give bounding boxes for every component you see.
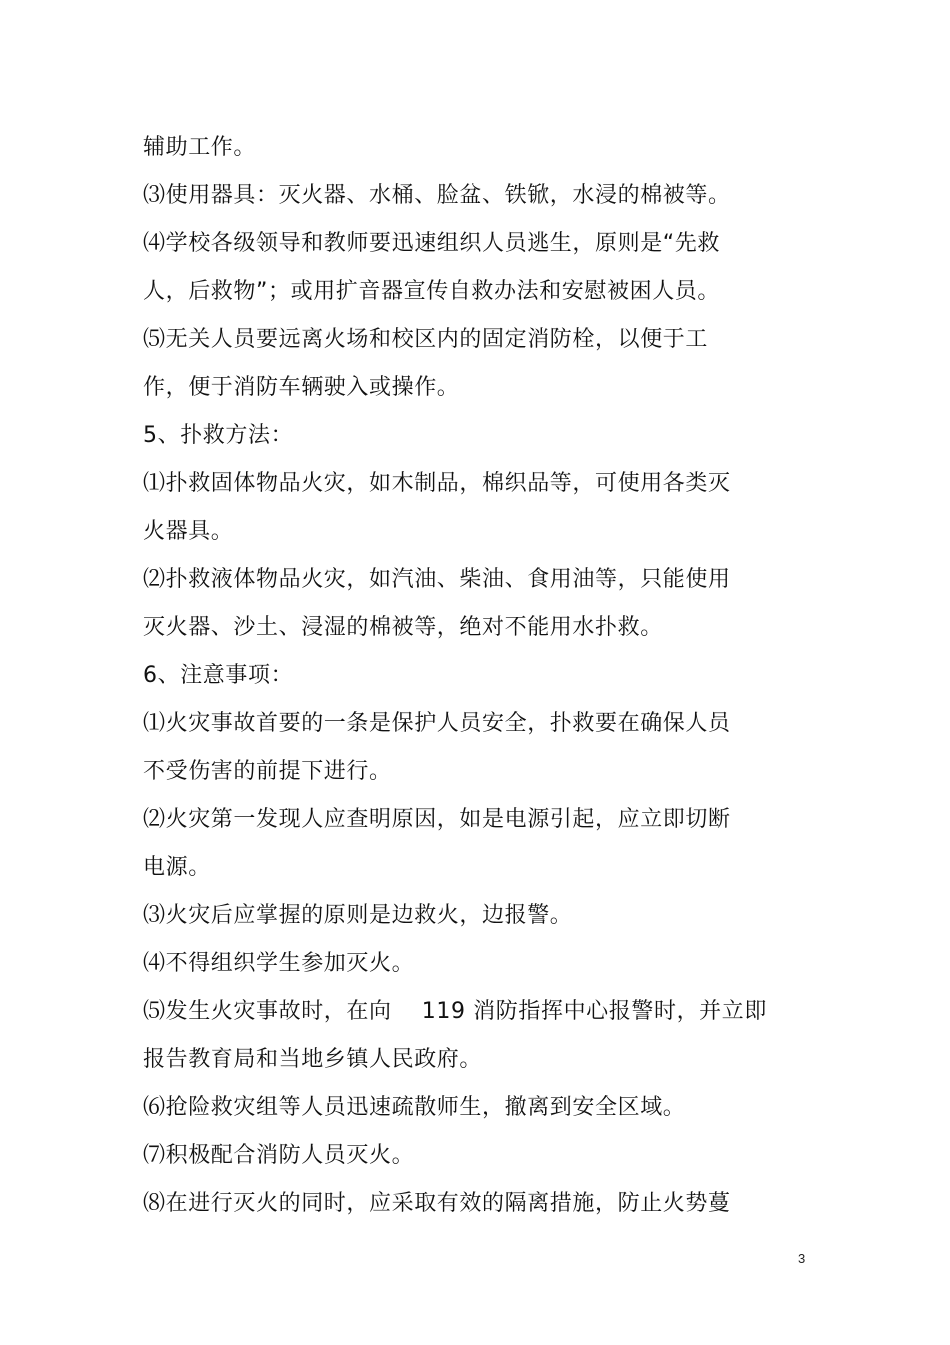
text-line: ⑵扑救液体物品火灾，如汽油、柴油、食用油等，只能使用 <box>143 567 731 592</box>
text-line: ⑷学校各级领导和教师要迅速组织人员逃生，原则是“先救 <box>143 231 720 256</box>
text-line: 人，后救物”；或用扩音器宣传自救办法和安慰被困人员。 <box>143 279 720 304</box>
text-line: 不受伤害的前提下进行。 <box>143 759 392 784</box>
text-line: ⑷不得组织学生参加灭火。 <box>143 951 415 976</box>
text-line: 作，便于消防车辆驶入或操作。 <box>143 375 460 400</box>
text-line: ⑶火灾后应掌握的原则是边救火，边报警。 <box>143 903 573 928</box>
text-line: ⑺积极配合消防人员灭火。 <box>143 1143 415 1168</box>
text-line: ⑸发生火灾事故时，在向 119 消防指挥中心报警时，并立即 <box>143 999 767 1024</box>
text-line: 灭火器、沙土、浸湿的棉被等，绝对不能用水扑救。 <box>143 615 663 640</box>
section-heading: 5、扑救方法： <box>143 423 294 448</box>
text-line: 电源。 <box>143 855 211 880</box>
text-line: ⑶使用器具：灭火器、水桶、脸盆、铁锨，水浸的棉被等。 <box>143 183 731 208</box>
text-line: ⑴扑救固体物品火灾，如木制品，棉织品等，可使用各类灭 <box>143 471 731 496</box>
text-line: 火器具。 <box>143 519 234 544</box>
text-line: ⑵火灾第一发现人应查明原因，如是电源引起，应立即切断 <box>143 807 731 832</box>
text-line: ⑴火灾事故首要的一条是保护人员安全，扑救要在确保人员 <box>143 711 731 736</box>
page-number: 3 <box>798 1251 806 1266</box>
text-line: ⑹抢险救灾组等人员迅速疏散师生，撤离到安全区域。 <box>143 1095 686 1120</box>
text-line: ⑸无关人员要远离火场和校区内的固定消防栓，以便于工 <box>143 327 709 352</box>
text-line: ⑻在进行灭火的同时，应采取有效的隔离措施，防止火势蔓 <box>143 1191 731 1216</box>
text-line: 报告教育局和当地乡镇人民政府。 <box>143 1047 483 1072</box>
section-heading: 6、注意事项： <box>143 663 294 688</box>
text-line: 辅助工作。 <box>143 135 257 160</box>
